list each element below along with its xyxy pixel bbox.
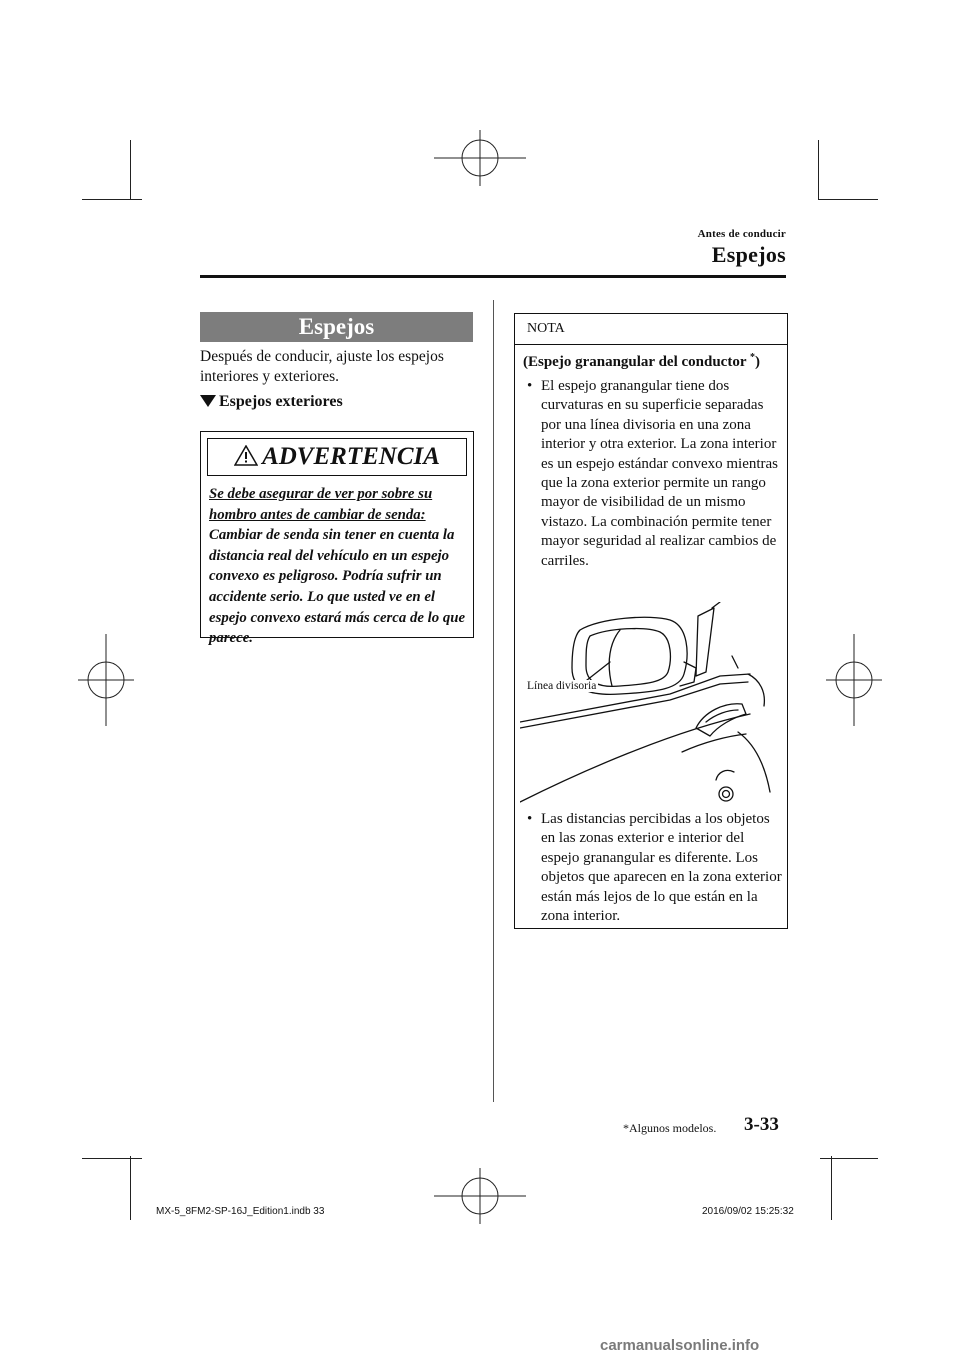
warning-body-text: Cambiar de senda sin tener en cuenta la distancia real del vehículo en un espejo convexo es peligroso. Podría sufrir un accidente serio. Lo que usted ve en el espejo convexo estará más cerca de lo que parece. bbox=[209, 527, 466, 647]
dividing-line-label: Línea divisoria bbox=[527, 680, 597, 692]
registration-mark-icon bbox=[434, 1168, 526, 1224]
note-subheading: (Espejo granangular del conductor *) bbox=[523, 352, 760, 370]
crop-mark bbox=[831, 1156, 832, 1220]
subheading-text: Espejos exteriores bbox=[219, 393, 343, 410]
registration-mark-icon bbox=[78, 634, 134, 726]
triangle-down-icon bbox=[200, 395, 216, 407]
crop-mark bbox=[820, 1158, 878, 1159]
models-footnote: *Algunos modelos. bbox=[623, 1121, 717, 1135]
page-number: 3-33 bbox=[744, 1114, 779, 1135]
warning-box bbox=[200, 431, 474, 647]
print-date-info: 2016/09/02 15:25:32 bbox=[702, 1206, 794, 1217]
header-rule bbox=[200, 275, 786, 278]
page-title: Espejos bbox=[711, 242, 786, 267]
crop-mark bbox=[818, 140, 819, 200]
section-banner: Espejos bbox=[200, 312, 473, 342]
note-header bbox=[515, 314, 787, 345]
list-item bbox=[523, 377, 785, 571]
bullet-text: Las distancias percibidas a los objetos en las zonas exterior e interior del espejo granangular es diferente. Los objetos que aparecen en la zona exterior están más lejos de lo que están en la zona interior. bbox=[541, 811, 782, 925]
watermark: carmanualsonline.info bbox=[600, 1337, 760, 1354]
warning-title: ADVERTENCIA bbox=[262, 443, 440, 470]
note-label: NOTA bbox=[527, 321, 565, 336]
warning-underlined-text: Se debe asegurar de ver por sobre su hombro antes de cambiar de senda: bbox=[209, 486, 433, 523]
crop-mark bbox=[82, 1158, 142, 1159]
crop-mark bbox=[82, 199, 142, 200]
list-item bbox=[523, 810, 785, 926]
registration-mark-icon bbox=[826, 634, 882, 726]
mirror-illustration bbox=[520, 602, 778, 810]
chapter-label: Antes de conducir bbox=[697, 228, 786, 240]
registration-mark-icon bbox=[434, 130, 526, 186]
intro-paragraph: Después de conducir, ajuste los espejos interiores y exteriores. bbox=[200, 348, 444, 385]
crop-mark bbox=[130, 140, 131, 200]
warning-text bbox=[209, 484, 471, 649]
asterisk-mark: * bbox=[749, 352, 755, 363]
print-file-info: MX-5_8FM2-SP-16J_Edition1.indb 33 bbox=[156, 1206, 325, 1217]
subheading bbox=[200, 393, 343, 411]
column-divider bbox=[493, 300, 494, 1102]
warning-triangle-icon bbox=[234, 445, 258, 466]
warning-header bbox=[207, 438, 467, 476]
crop-mark bbox=[130, 1156, 131, 1220]
bullet-icon: • bbox=[527, 811, 533, 827]
bullet-text: El espejo granangular tiene dos curvaturas en su superficie separadas por una línea divisoria en una zona interior y otra exterior. La zona interior es un espejo estándar convexo mientras que la zona exterior permite un rango mayor de visibilidad de un mismo vistazo. La combinación permite tener mayor seguridad al realizar cambios de carriles. bbox=[541, 378, 779, 569]
bullet-icon: • bbox=[527, 378, 533, 394]
crop-mark bbox=[818, 199, 878, 200]
